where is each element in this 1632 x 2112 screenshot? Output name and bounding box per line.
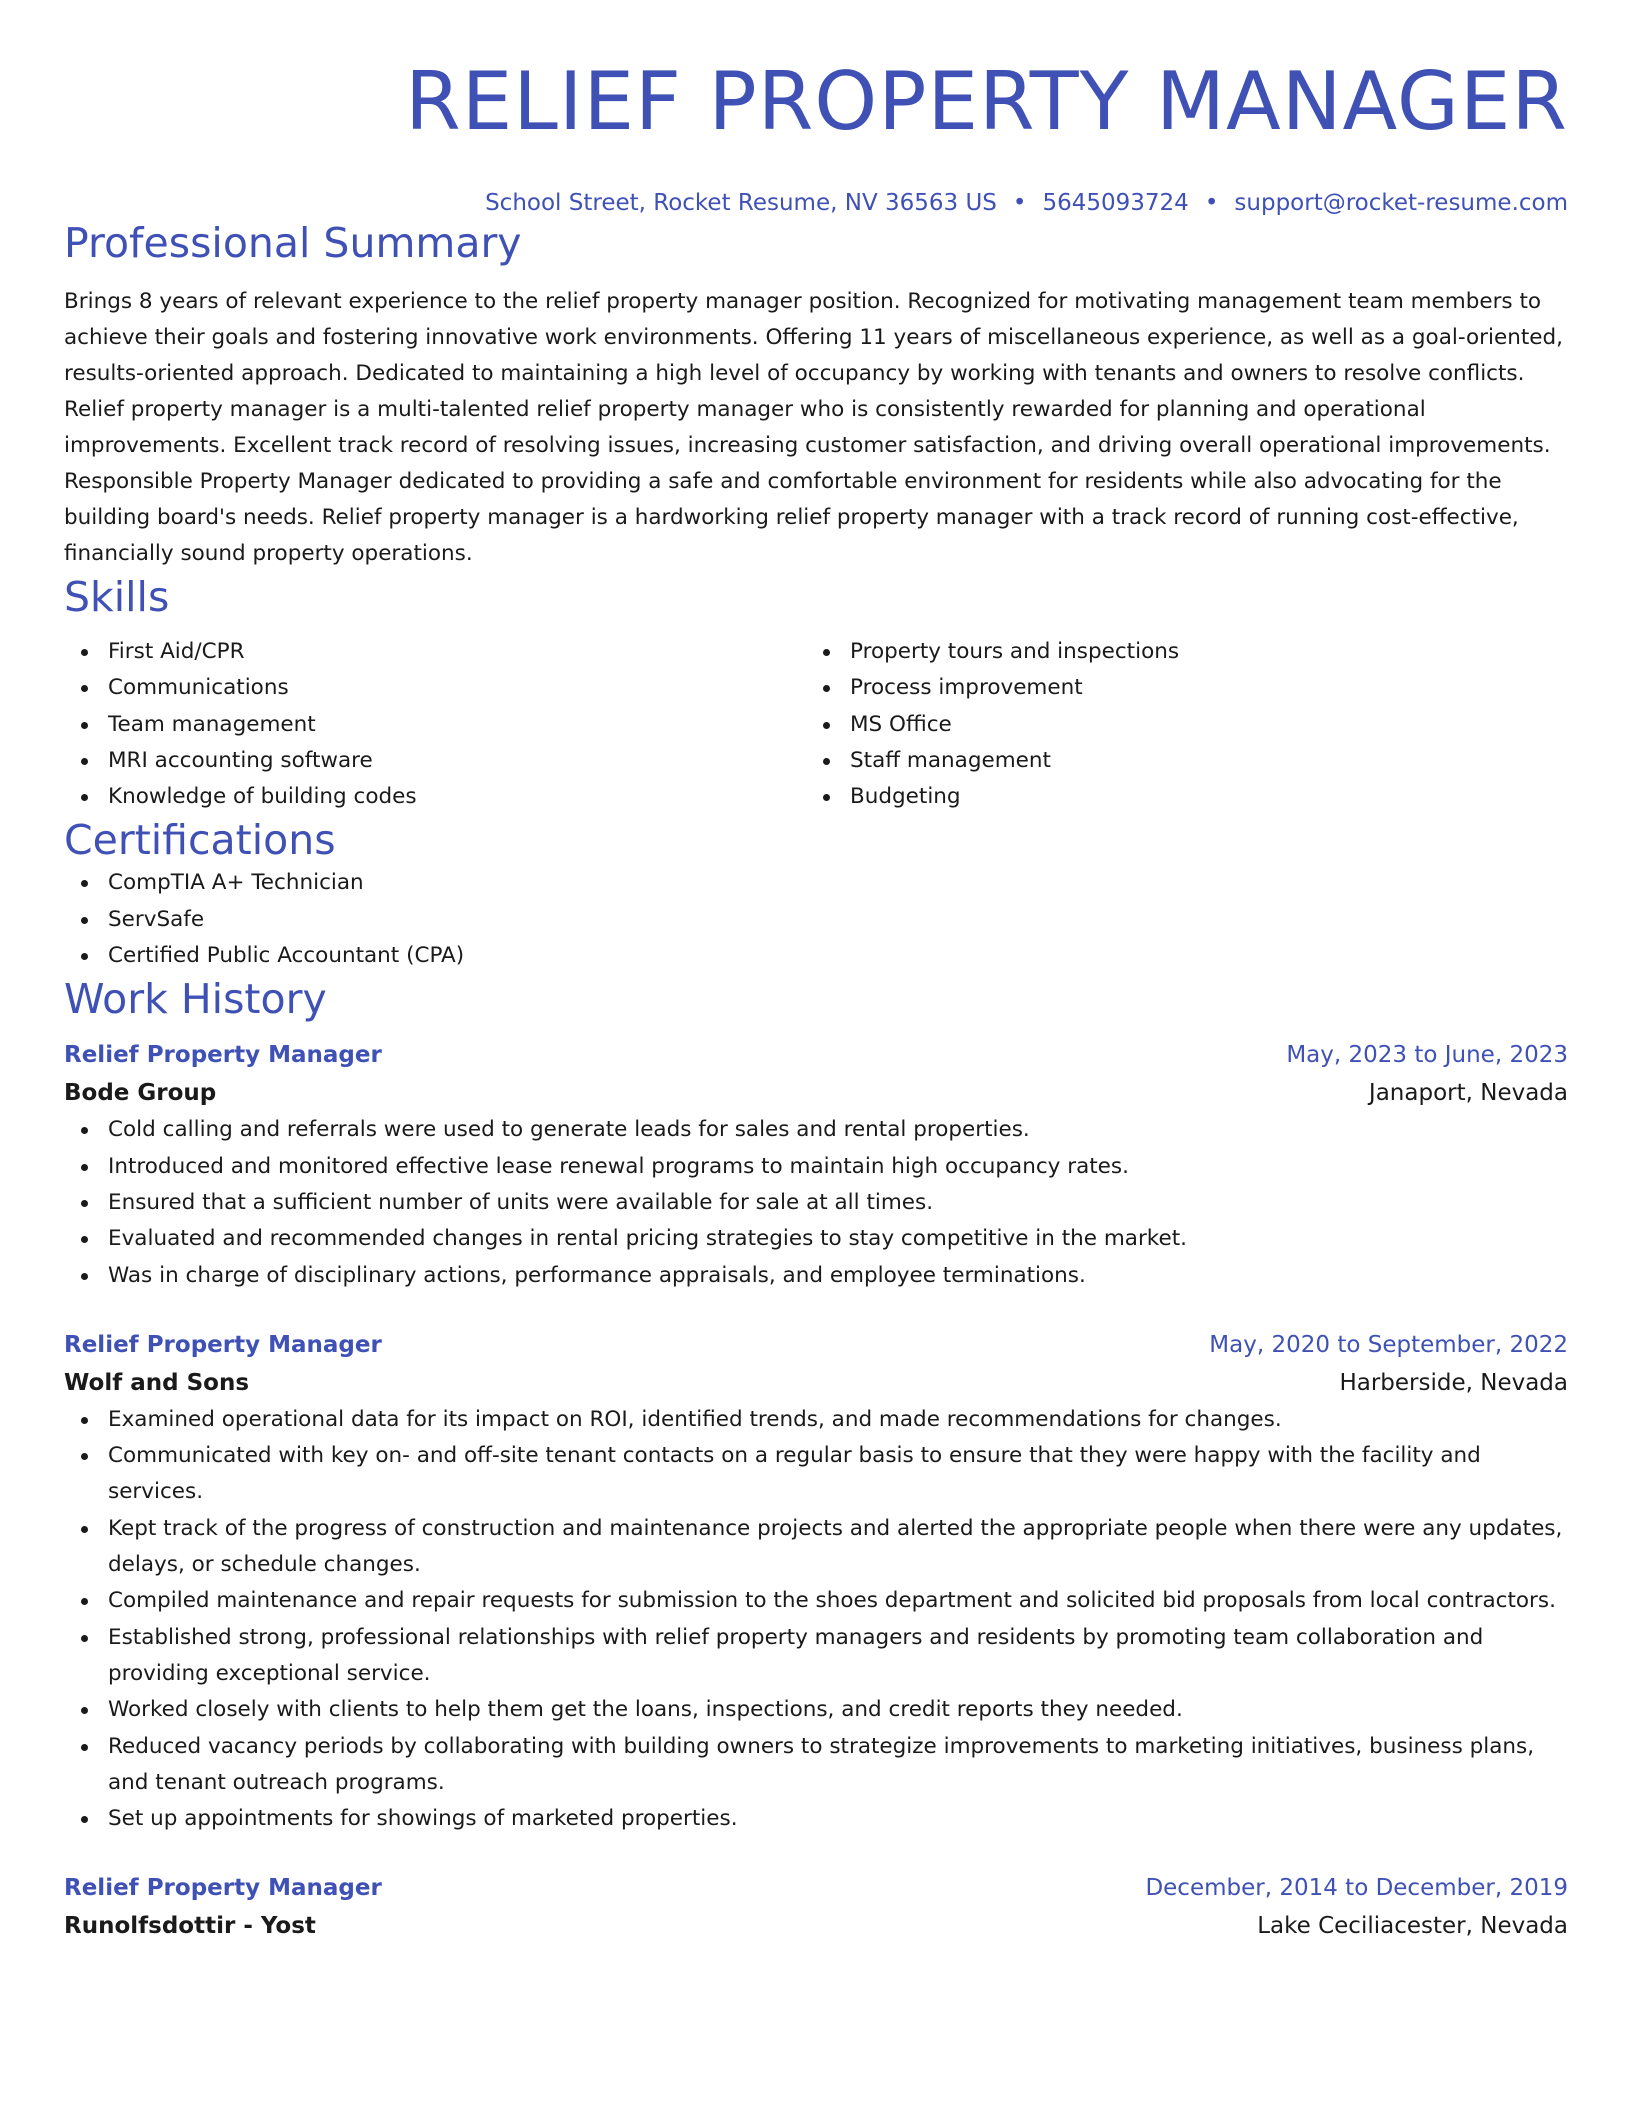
- job-bullet: Set up appointments for showings of marketed properties.: [108, 1801, 1568, 1837]
- skills-list-right: [806, 634, 1548, 815]
- job-header: [64, 1326, 1568, 1364]
- job-header: [64, 1869, 1568, 1907]
- skill-item: Communications: [108, 670, 806, 706]
- skills-heading: Skills: [64, 573, 170, 621]
- skill-item: MRI accounting software: [108, 743, 806, 779]
- contact-line: [64, 188, 1568, 218]
- certification-item: CompTIA A+ Technician: [108, 865, 1568, 901]
- job-title: Relief Property Manager: [64, 1331, 382, 1358]
- address: School Street, Rocket Resume, NV 36563 US: [485, 190, 997, 216]
- skills-grid: [64, 634, 1568, 815]
- job-bullets: [64, 1402, 1568, 1838]
- job-bullet: Established strong, professional relationships with relief property managers and residents by promoting team collaboration and providing exceptional service.: [108, 1620, 1568, 1693]
- job-entry: [64, 1036, 1568, 1293]
- skill-item: Staff management: [850, 743, 1548, 779]
- job-bullet: Examined operational data for its impact on ROI, identified trends, and made recommendations for changes.: [108, 1402, 1568, 1438]
- job-title: Relief Property Manager: [64, 1875, 382, 1902]
- email-link[interactable]: support@rocket-resume.com: [1234, 190, 1568, 216]
- job-company: Wolf and Sons: [64, 1369, 250, 1396]
- job-company: Runolfsdottir - Yost: [64, 1913, 316, 1940]
- job-bullet: Communicated with key on- and off-site tenant contacts on a regular basis to ensure that they were happy with the facility and services.: [108, 1438, 1568, 1511]
- certification-item: Certified Public Accountant (CPA): [108, 938, 1568, 974]
- separator-dot: •: [1204, 190, 1219, 216]
- job-location: Janaport, Nevada: [1368, 1080, 1568, 1107]
- skill-item: Budgeting: [850, 779, 1548, 815]
- job-bullets: [64, 1112, 1568, 1293]
- certifications-list: [64, 865, 1568, 974]
- job-company: Bode Group: [64, 1080, 217, 1107]
- resume-page: [64, 0, 1568, 1945]
- separator-dot: •: [1012, 190, 1027, 216]
- job-dates: December, 2014 to December, 2019: [1145, 1875, 1568, 1902]
- skill-item: MS Office: [850, 707, 1548, 743]
- summary-text: Brings 8 years of relevant experience to the relief property manager position. Recognized for motivating management team members to achieve their goals and fostering innovative work environments. Offering 11 years of miscellaneous experience, as well as a goal-oriented, results-oriented approach. Dedicated to maintaining a high level of occupancy by working with tenants and owners to resolve conflicts. Relief property manager is a multi-talented relief property manager who is consistently rewarded for planning and operational improvements. Excellent track record of resolving issues, increasing customer satisfaction, and driving overall operational improvements. Responsible Property Manager dedicated to providing a safe and comfortable environment for residents while also advocating for the building board's needs. Relief property manager is a hardworking relief property manager with a track record of running cost-effective, financially sound property operations.: [64, 289, 1563, 566]
- job-location: Lake Ceciliacester, Nevada: [1257, 1913, 1568, 1940]
- skill-item: Process improvement: [850, 670, 1548, 706]
- certifications-heading: Certifications: [64, 816, 336, 865]
- job-bullet: Worked closely with clients to help them get the loans, inspections, and credit reports they needed.: [108, 1692, 1568, 1728]
- skill-item: Property tours and inspections: [850, 634, 1548, 670]
- job-location: Harberside, Nevada: [1339, 1369, 1568, 1396]
- job-subheader: [64, 1074, 1568, 1112]
- job-bullet: Introduced and monitored effective lease renewal programs to maintain high occupancy rates.: [108, 1149, 1568, 1185]
- candidate-name: RELIEF PROPERTY MANAGER: [405, 55, 1568, 148]
- job-dates: May, 2023 to June, 2023: [1286, 1042, 1568, 1069]
- job-bullet: Cold calling and referrals were used to generate leads for sales and rental properties.: [108, 1112, 1568, 1148]
- skills-column-right: [806, 634, 1548, 815]
- job-header: [64, 1036, 1568, 1074]
- job-dates: May, 2020 to September, 2022: [1209, 1331, 1568, 1358]
- skill-item: Team management: [108, 707, 806, 743]
- skills-column-left: [64, 634, 806, 815]
- job-entry: [64, 1326, 1568, 1838]
- skill-item: First Aid/CPR: [108, 634, 806, 670]
- work-history-heading: Work History: [64, 975, 327, 1024]
- job-bullet: Evaluated and recommended changes in rental pricing strategies to stay competitive in the market.: [108, 1221, 1568, 1257]
- skill-item: Knowledge of building codes: [108, 779, 806, 815]
- job-bullet: Kept track of the progress of construction and maintenance projects and alerted the appropriate people when there were any updates, delays, or schedule changes.: [108, 1511, 1568, 1584]
- job-entry: [64, 1869, 1568, 1945]
- certification-item: ServSafe: [108, 902, 1568, 938]
- skills-list-left: [64, 634, 806, 815]
- job-bullet: Was in charge of disciplinary actions, performance appraisals, and employee terminations.: [108, 1258, 1568, 1294]
- job-title: Relief Property Manager: [64, 1042, 382, 1069]
- phone: 5645093724: [1042, 190, 1189, 216]
- job-subheader: [64, 1364, 1568, 1402]
- job-subheader: [64, 1907, 1568, 1945]
- job-bullet: Reduced vacancy periods by collaborating with building owners to strategize improvements to marketing initiatives, business plans, and tenant outreach programs.: [108, 1729, 1568, 1802]
- summary-heading: Professional Summary: [64, 219, 522, 267]
- job-bullet: Ensured that a sufficient number of units were available for sale at all times.: [108, 1185, 1568, 1221]
- job-bullet: Compiled maintenance and repair requests for submission to the shoes department and solicited bid proposals from local contractors.: [108, 1583, 1568, 1619]
